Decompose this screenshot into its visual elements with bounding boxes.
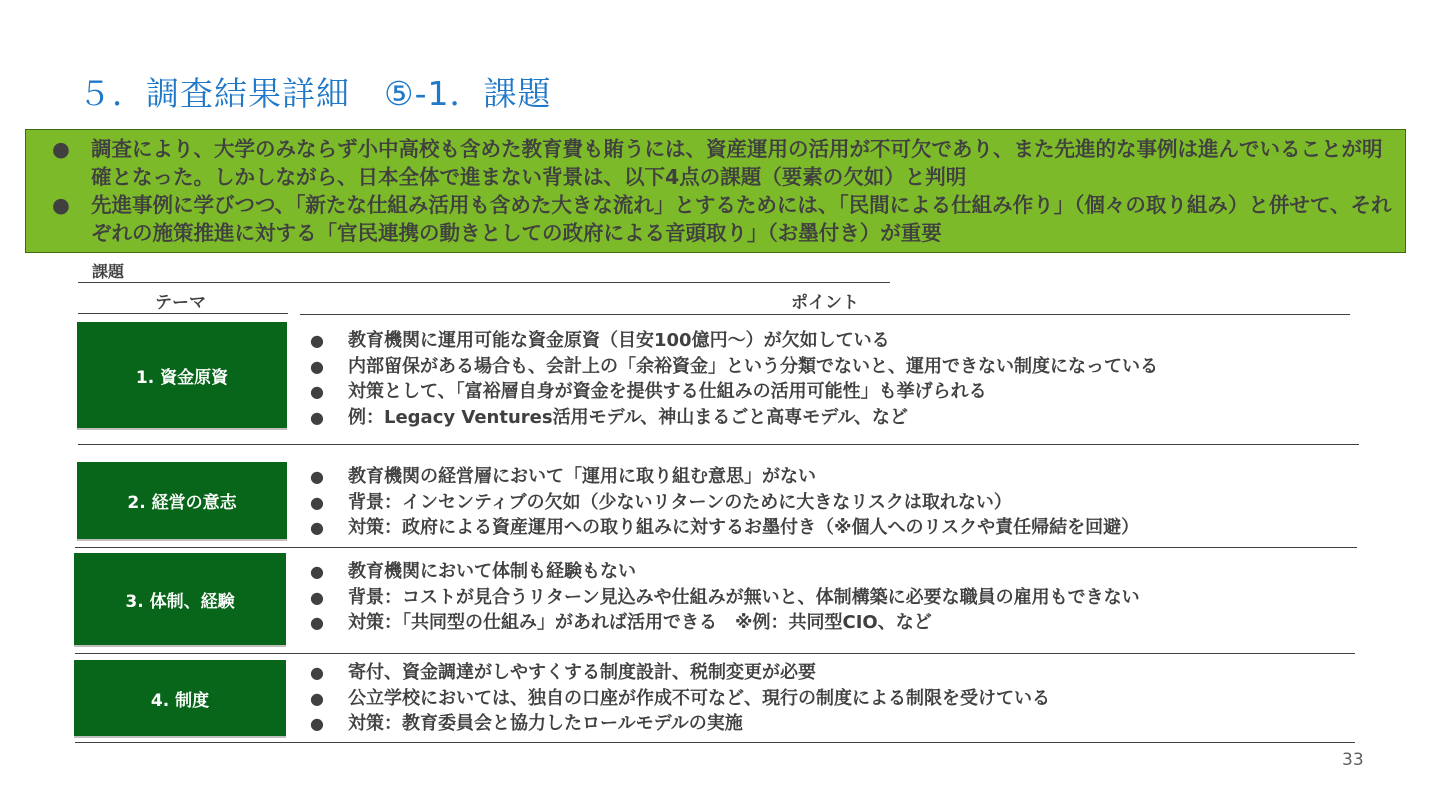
points-list <box>310 660 1050 737</box>
point-item <box>310 405 1158 431</box>
point-item <box>310 464 1139 490</box>
divider <box>75 653 1355 654</box>
summary-item <box>52 135 1395 191</box>
bullet-icon: ● <box>310 663 324 682</box>
theme-box-management: 2. 経営の意志 <box>77 462 287 541</box>
point-item <box>310 686 1050 712</box>
point-text: 対策：「共同型の仕組み」があれば活用できる ※例：共同型CIO、など <box>348 612 932 633</box>
column-header-points: ポイント <box>791 293 859 313</box>
points-list <box>310 328 1158 430</box>
point-item <box>310 711 1050 737</box>
point-text: 対策：教育委員会と協力したロールモデルの実施 <box>348 713 743 734</box>
bullet-icon: ● <box>310 688 324 708</box>
bullet-icon: ● <box>52 193 70 217</box>
bullet-icon: ● <box>310 407 324 427</box>
point-item <box>310 328 1158 354</box>
bullet-icon: ● <box>310 356 324 376</box>
point-text: 教育機関の経営層において「運用に取り組む意思」がない <box>348 466 816 487</box>
theme-box-system: 4. 制度 <box>74 660 286 738</box>
point-text: 公立学校においては、独自の口座が作成不可など、現行の制度による制限を受けている <box>348 687 1050 709</box>
point-text: 対策として、「富裕層自身が資金を提供する仕組みの活用可能性」も挙げられる <box>348 381 987 402</box>
bullet-icon: ● <box>310 382 324 401</box>
point-text: 背景：コストが見合うリターン見込みや仕組みが無いと、体制構築に必要な職員の雇用もできない <box>348 586 1140 608</box>
point-item <box>310 354 1158 380</box>
summary-box <box>25 129 1406 253</box>
bullet-icon: ● <box>310 613 324 632</box>
divider <box>300 314 1350 315</box>
bullet-icon: ● <box>310 331 324 350</box>
point-item <box>310 585 1140 611</box>
theme-box-funding: 1. 資金原資 <box>77 322 287 430</box>
bullet-icon: ● <box>310 518 324 537</box>
bullet-icon: ● <box>52 137 70 161</box>
divider <box>78 313 288 314</box>
points-list <box>310 559 1140 636</box>
points-list <box>310 464 1139 541</box>
divider <box>78 282 890 283</box>
bullet-icon: ● <box>310 562 324 581</box>
bullet-icon: ● <box>310 714 324 733</box>
point-text: 教育機関に運用可能な資金原資（目安100億円～）が欠如している <box>348 330 890 351</box>
page-number: 33 <box>1342 750 1364 770</box>
summary-text: 先進事例に学びつつ、「新たな仕組み活用も含めた大きな流れ」とするためには、「民間による仕組み作り」（個々の取り組み）と併せて、それぞれの施策推進に対する「官民連携の動きとしての政府による音頭取り」（お墨付き）が重要 <box>91 193 1392 245</box>
point-item <box>310 559 1140 585</box>
divider <box>75 742 1355 743</box>
point-text: 教育機関において体制も経験もない <box>348 561 636 582</box>
point-text: 寄付、資金調達がしやすくする制度設計、税制変更が必要 <box>348 662 816 683</box>
point-item <box>310 379 1158 405</box>
point-text: 例：Legacy Ventures活用モデル、神山まるごと高専モデル、など <box>348 406 908 428</box>
section-label: 課題 <box>92 262 125 281</box>
summary-text: 調査により、大学のみならず小中高校も含めた教育費も賄うには、資産運用の活用が不可欠であり、また先進的な事例は進んでいることが明確となった。しかしながら、日本全体で進まない背景は、以下4点の課題（要素の欠如）と判明 <box>91 137 1383 189</box>
point-item <box>310 515 1139 541</box>
point-text: 対策：政府による資産運用への取り組みに対するお墨付き（※個人へのリスクや責任帰結を回避） <box>348 517 1140 538</box>
point-text: 内部留保がある場合も、会計上の「余裕資金」という分類でないと、運用できない制度になっている <box>348 355 1158 377</box>
divider <box>78 444 1359 445</box>
point-item <box>310 490 1139 516</box>
column-header-theme: テーマ <box>155 293 206 313</box>
point-item <box>310 610 1140 636</box>
point-text: 背景：インセンティブの欠如（少ないリターンのために大きなリスクは取れない） <box>348 491 1012 513</box>
bullet-icon: ● <box>310 467 324 486</box>
theme-box-structure: 3. 体制、経験 <box>74 553 286 647</box>
bullet-icon: ● <box>310 492 324 512</box>
bullet-icon: ● <box>310 587 324 607</box>
point-item <box>310 660 1050 686</box>
divider <box>75 547 1357 548</box>
slide-title: ５．調査結果詳細 ⑤-1．課題 <box>78 74 552 113</box>
summary-item <box>52 191 1395 247</box>
